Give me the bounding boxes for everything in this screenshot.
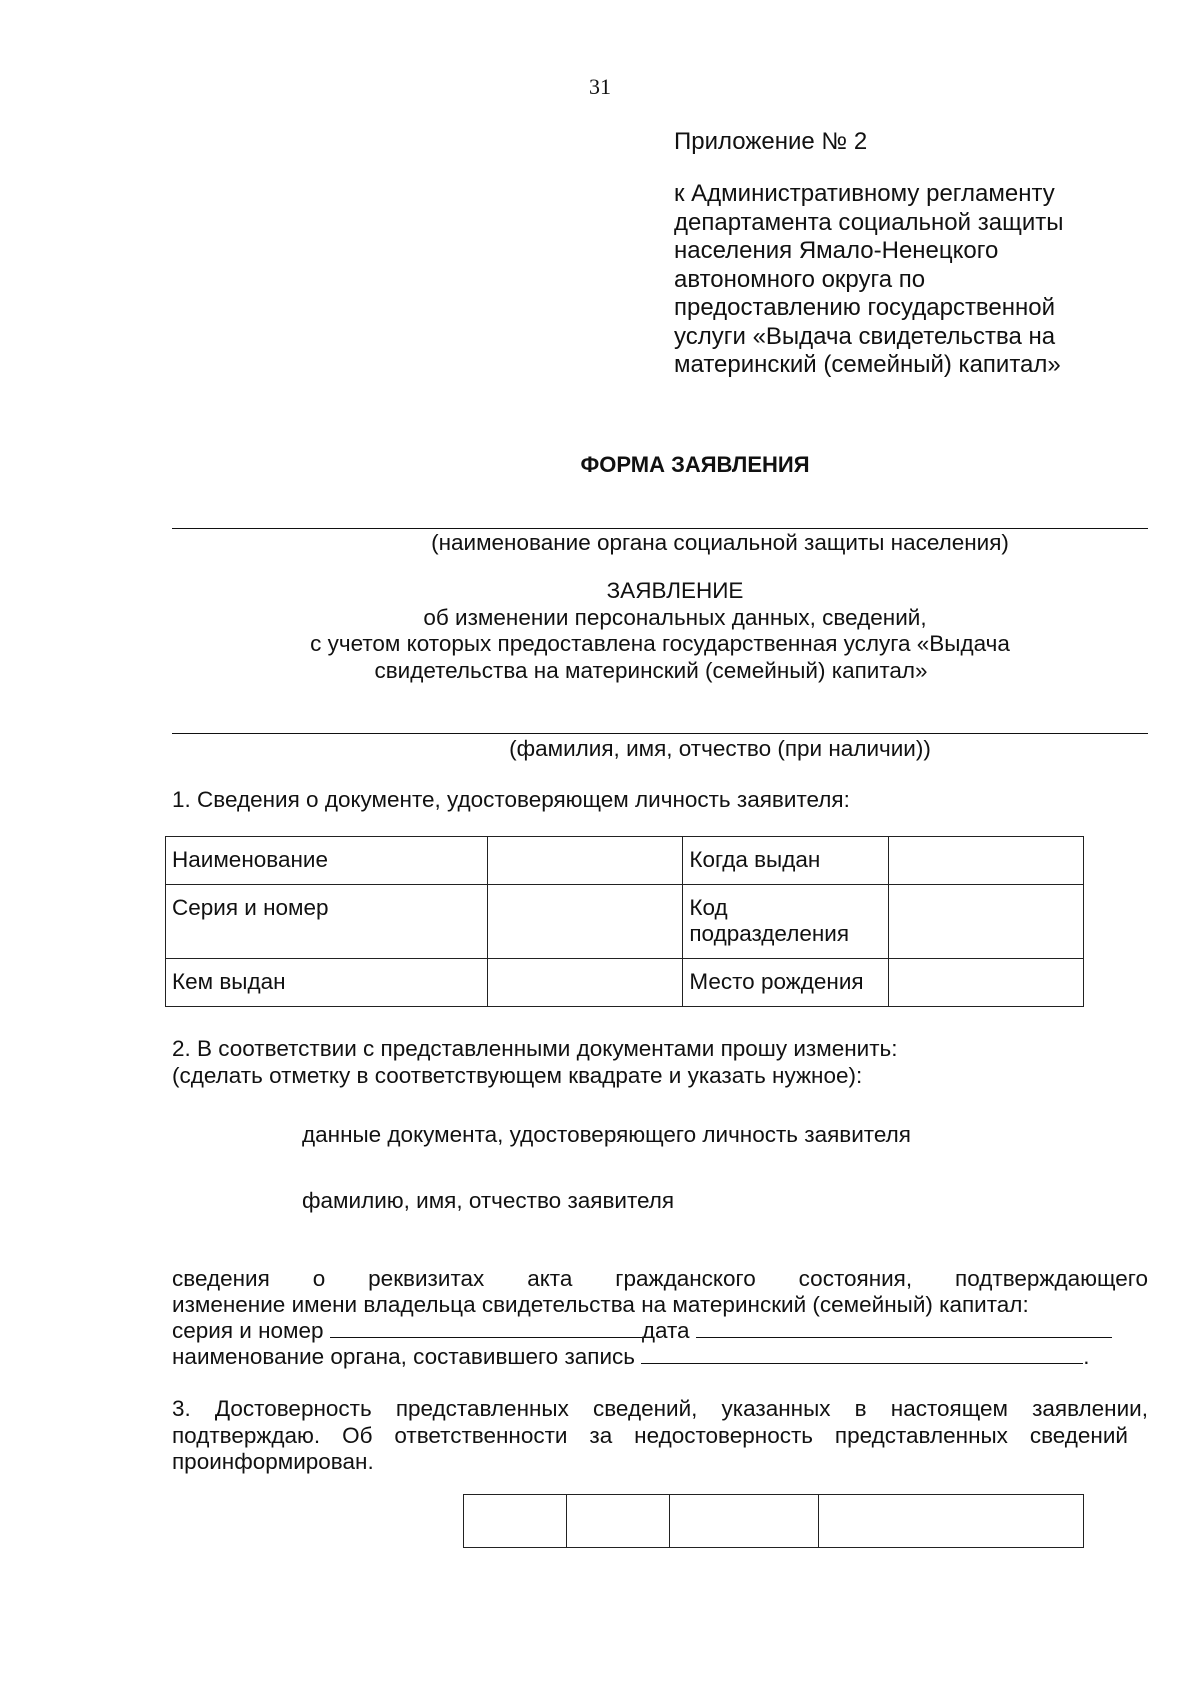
- form-title: ФОРМА ЗАЯВЛЕНИЯ: [580, 452, 810, 477]
- organ-record-row: [172, 1344, 1090, 1371]
- appendix-line: материнский (семейный) капитал»: [674, 351, 1061, 378]
- applicant-name-line[interactable]: [172, 733, 1148, 734]
- application-heading: ЗАЯВЛЕНИЕ: [606, 578, 744, 603]
- series-date-row: [172, 1318, 1112, 1345]
- input-cell[interactable]: [487, 885, 683, 959]
- appendix-title: Приложение № 2: [674, 128, 868, 155]
- option-full-name[interactable]: фамилию, имя, отчество заявителя: [302, 1188, 675, 1213]
- label-cell: Место рождения: [683, 959, 889, 1007]
- appendix-body: [674, 180, 1134, 380]
- appendix-line: населения Ямало-Ненецкого: [674, 237, 999, 264]
- application-subject-line: свидетельства на материнский (семейный) капитал»: [374, 657, 928, 683]
- date-label: дата: [641, 1318, 690, 1343]
- section2-block: [172, 1036, 897, 1089]
- applicant-name-caption: (фамилия, имя, отчество (при наличии)): [509, 736, 931, 761]
- input-cell[interactable]: [487, 959, 683, 1007]
- appendix-line: услуги «Выдача свидетельства на: [674, 322, 1056, 350]
- appendix-line: автономного округа по: [674, 265, 926, 293]
- organ-name-line[interactable]: [172, 528, 1148, 529]
- section3-line: 3. Достоверность представленных сведений, указанных в настоящем заявлении,: [172, 1396, 1148, 1421]
- label-cell: Когда выдан: [683, 837, 889, 885]
- section3-line: проинформирован.: [172, 1449, 374, 1474]
- signature-cell[interactable]: [670, 1495, 819, 1548]
- section3-block: [172, 1396, 1152, 1476]
- table-row: [166, 837, 1084, 885]
- section3-line: подтверждаю. Об ответственности за недостоверность представленных сведений: [172, 1422, 1128, 1448]
- appendix-line: департамента социальной защиты: [674, 208, 1064, 236]
- input-cell[interactable]: [487, 837, 683, 885]
- appendix-line: предоставлению государственной: [674, 294, 1056, 321]
- label-cell: Серия и номер: [166, 885, 488, 959]
- input-cell[interactable]: [889, 959, 1084, 1007]
- application-subject-line: с учетом которых предоставлена государственная услуга «Выдача: [310, 631, 1010, 656]
- page-number: 31: [589, 74, 611, 99]
- series-number-field[interactable]: [330, 1319, 642, 1338]
- option-document-data[interactable]: данные документа, удостоверяющего личность заявителя: [302, 1122, 911, 1147]
- option-civil-act-line[interactable]: сведения о реквизитах акта гражданского состояния, подтверждающего: [172, 1266, 1148, 1291]
- input-cell[interactable]: [889, 885, 1084, 959]
- label-cell: Кем выдан: [166, 959, 488, 1007]
- organ-record-label: наименование органа, составившего запись: [172, 1344, 635, 1369]
- table-row: [166, 885, 1084, 959]
- label-cell: Код подразделения: [683, 885, 889, 959]
- series-number-label: серия и номер: [172, 1318, 324, 1343]
- identity-document-table: [165, 836, 1084, 1007]
- signature-cell[interactable]: [567, 1495, 670, 1548]
- application-subject-line: об изменении персональных данных, сведений,: [423, 604, 927, 630]
- appendix-line: к Административному регламенту: [674, 180, 1055, 207]
- table-row: [166, 959, 1084, 1007]
- section2-title: 2. В соответствии с представленными документами прошу изменить:: [172, 1036, 898, 1061]
- signature-table: [463, 1494, 1084, 1548]
- table-row: [464, 1495, 1084, 1548]
- section2-subtitle: (сделать отметку в соответствующем квадрате и указать нужное):: [172, 1062, 863, 1088]
- section1-title: 1. Сведения о документе, удостоверяющем личность заявителя:: [172, 787, 850, 812]
- application-heading-block: [172, 578, 1148, 684]
- signature-cell[interactable]: [819, 1495, 1084, 1548]
- label-cell: Наименование: [166, 837, 488, 885]
- organ-name-caption: (наименование органа социальной защиты населения): [431, 530, 1009, 555]
- signature-cell[interactable]: [464, 1495, 567, 1548]
- option-civil-act-continuation: изменение имени владельца свидетельства на материнский (семейный) капитал:: [172, 1292, 1029, 1317]
- input-cell[interactable]: [889, 837, 1084, 885]
- date-field[interactable]: [696, 1319, 1112, 1338]
- end-period: .: [1083, 1344, 1090, 1369]
- organ-record-field[interactable]: [641, 1345, 1083, 1364]
